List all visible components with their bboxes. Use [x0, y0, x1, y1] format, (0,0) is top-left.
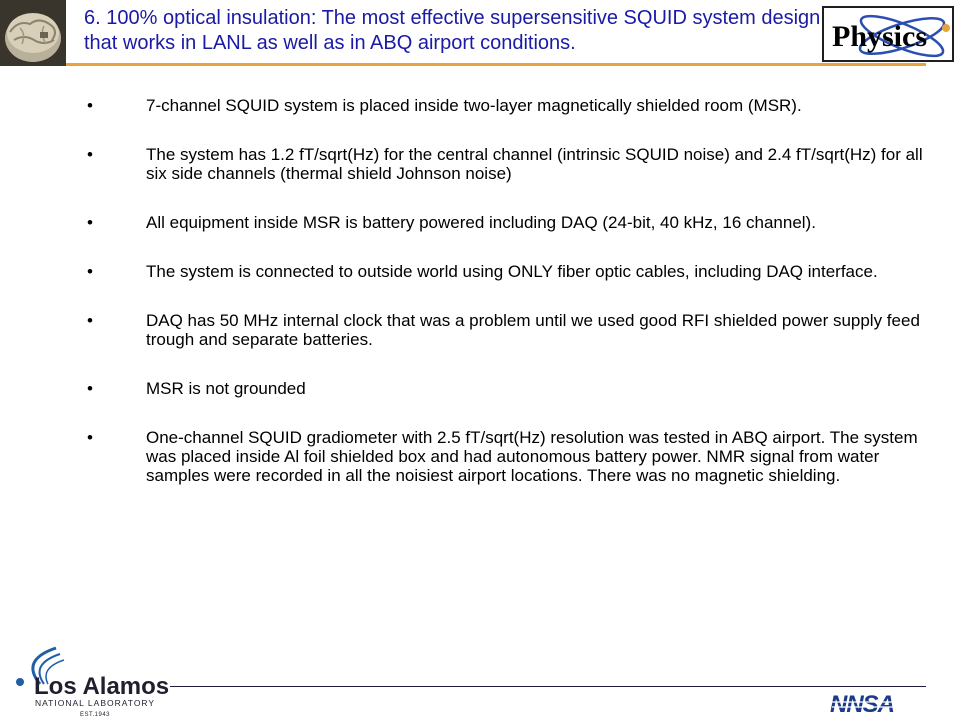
bullet-marker: •	[87, 96, 93, 115]
bullet-item	[0, 96, 960, 115]
bullet-item	[0, 311, 960, 349]
bullet-marker: •	[87, 311, 93, 330]
bullet-list	[0, 96, 960, 485]
bullet-text: MSR is not grounded	[146, 379, 306, 398]
nnsa-text: NNSA	[830, 691, 895, 716]
bullet-item	[0, 428, 960, 485]
slide-title: 6. 100% optical insulation: The most effective supersensitive SQUID system design that works in LANL as well as in ABQ airport conditions.	[84, 7, 821, 54]
bullet-text: The system is connected to outside world using ONLY fiber optic cables, including DAQ interface.	[146, 262, 878, 281]
footer-divider	[170, 686, 926, 687]
bullet-text: The system has 1.2 fT/sqrt(Hz) for the central channel (intrinsic SQUID noise) and 2.4 fT/sqrt(Hz) for all six side channels (thermal shield Johnson noise)	[146, 145, 923, 183]
bullet-item	[0, 213, 960, 232]
bullet-text: All equipment inside MSR is battery powered including DAQ (24-bit, 40 kHz, 16 channel).	[146, 213, 816, 232]
bullet-marker: •	[87, 213, 93, 232]
bullet-item	[0, 379, 960, 398]
title-underline	[66, 63, 926, 66]
bullet-marker: •	[87, 262, 93, 281]
bullet-item	[0, 145, 960, 183]
bullet-marker: •	[87, 428, 93, 447]
brain-scan-image	[0, 0, 66, 66]
physics-atom-logo	[822, 6, 954, 62]
lanl-name: Los Alamos	[34, 673, 170, 700]
bullet-text: One-channel SQUID gradiometer with 2.5 fT/sqrt(Hz) resolution was tested in ABQ airport. The system was placed inside Al foil shielded box and had autonomous battery power. NMR signal from water samples were recorded in all the noisiest airport locations. There was no magnetic shielding.	[146, 428, 918, 485]
lanl-established: EST.1943	[80, 712, 111, 718]
bullet-text: DAQ has 50 MHz internal clock that was a problem until we used good RFI shielded power supply feed trough and separate batteries.	[146, 311, 920, 349]
bullet-marker: •	[87, 145, 93, 164]
los-alamos-logo	[10, 642, 170, 718]
bullet-item	[0, 262, 960, 281]
physics-logo-text: Physics	[832, 20, 928, 53]
bullet-text: 7-channel SQUID system is placed inside two-layer magnetically shielded room (MSR).	[146, 96, 802, 115]
bullet-marker: •	[87, 379, 93, 398]
nnsa-logo	[828, 690, 928, 716]
lanl-subtitle: NATIONAL LABORATORY	[35, 698, 156, 708]
